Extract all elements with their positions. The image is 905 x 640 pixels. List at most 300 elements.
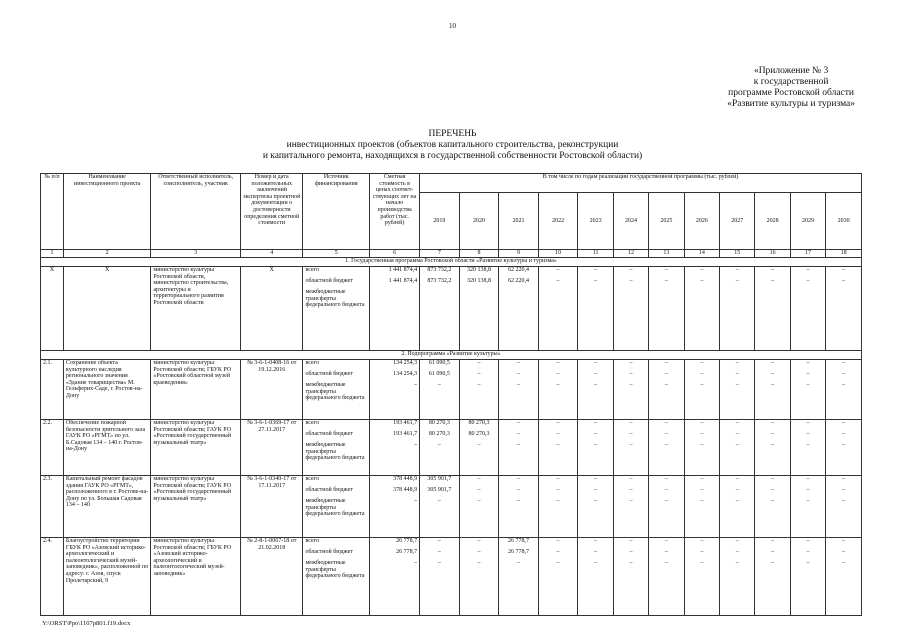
project-name: Капитальный ремонт фасадов здания ГАУК РО «РГМТ», расположенного в г. Ростове-на-Дону по ул. Большая Садовая 134 – 140 — [63, 476, 150, 538]
header-cell: Номер и дата положительных заключений экспертизы проектной документации о достоверности определения сметной стоимости — [240, 174, 302, 250]
year-header: 2021 — [499, 193, 539, 250]
value: – — [771, 487, 775, 493]
funding-source: областной бюджет — [305, 549, 353, 555]
header-cell: В том числе по годам реализации государственной программы (тыс. рублей) — [420, 174, 862, 193]
value: 320 138,8 — [466, 278, 491, 284]
project-row — [41, 538, 862, 616]
project-number: 2.3. — [41, 476, 64, 538]
value: – — [735, 549, 739, 555]
value: – — [594, 476, 598, 482]
section-row — [41, 351, 862, 360]
value-cell — [720, 360, 755, 420]
section-row — [41, 258, 862, 267]
value: 134 254,3 — [393, 360, 418, 366]
funding-source: межбюджетные трансферты федерального бюджета — [305, 289, 365, 309]
value: – — [629, 549, 633, 555]
value: – — [556, 487, 560, 493]
value-cell — [613, 360, 648, 420]
value: – — [700, 549, 704, 555]
value: – — [700, 498, 704, 504]
header-row — [41, 174, 862, 193]
column-number: 6 — [370, 250, 420, 258]
value: – — [806, 360, 810, 366]
value — [757, 289, 787, 300]
value: – — [700, 267, 704, 273]
value: – — [556, 278, 560, 284]
expertise-number: Х — [240, 267, 302, 351]
value-cell — [538, 420, 578, 476]
header-cell: № п/п — [41, 174, 64, 250]
value: – — [437, 382, 441, 388]
value-cell — [459, 420, 499, 476]
value: – — [477, 549, 481, 555]
value: – — [556, 549, 560, 555]
value: – — [806, 487, 810, 493]
footer-path: Y:\ORST\Ppo\1107p801.f19.docx — [42, 620, 131, 627]
funding-source: всего — [305, 420, 319, 426]
funding-source-list — [303, 267, 370, 351]
value-cell — [755, 360, 790, 420]
value: – — [629, 560, 633, 566]
value-cell — [459, 360, 499, 420]
year-header: 2028 — [755, 193, 790, 250]
funding-source-list — [303, 476, 370, 538]
value: – — [594, 278, 598, 284]
value: – — [842, 360, 846, 366]
value: – — [735, 382, 739, 388]
title-line: и капитального ремонта, находящихся в государственной собственности Ростовской области) — [262, 151, 643, 161]
value-cell — [538, 360, 578, 420]
value-cell — [499, 267, 539, 351]
value: – — [629, 420, 633, 426]
funding-source: областной бюджет — [305, 278, 353, 284]
value-cell — [684, 538, 719, 616]
value: – — [556, 560, 560, 566]
value: 1 441 874,4 — [388, 267, 418, 273]
value-cell — [649, 538, 684, 616]
value: – — [664, 442, 668, 448]
value: – — [700, 560, 704, 566]
value: 80 270,3 — [468, 420, 490, 426]
funding-source: областной бюджет — [305, 371, 353, 377]
year-header: 2027 — [720, 193, 755, 250]
funding-source-list — [303, 360, 370, 420]
value: – — [594, 487, 598, 493]
value-cell — [826, 538, 862, 616]
value: – — [664, 476, 668, 482]
value: 378 448,9 — [393, 487, 418, 493]
value: – — [771, 549, 775, 555]
value: – — [517, 360, 521, 366]
appendix-line: «Приложение № 3 — [753, 66, 829, 76]
value-cell — [538, 267, 578, 351]
value: – — [629, 476, 633, 482]
value-cell — [790, 360, 825, 420]
value: – — [437, 498, 441, 504]
value-cell — [420, 420, 460, 476]
value-cell — [459, 476, 499, 538]
value-cell — [499, 420, 539, 476]
section-title: 2. Подпрограмма «Развитие культуры» — [41, 351, 862, 360]
value-cell — [420, 476, 460, 538]
project-name: Благоустройство территории ГБУК РО «Азовский историко-археологический и палеонтологический музей-заповедник», расположенной по адресу: г. Азов, спуск Пролетарский, 9 — [63, 538, 150, 616]
value-cell — [755, 476, 790, 538]
value: – — [806, 498, 810, 504]
value-cell — [538, 538, 578, 616]
value: – — [414, 442, 418, 448]
value: – — [771, 560, 775, 566]
value: – — [437, 442, 441, 448]
value-cell — [684, 476, 719, 538]
value: – — [594, 498, 598, 504]
page-number: 10 — [449, 22, 456, 30]
year-header: 2029 — [790, 193, 825, 250]
funding-source: всего — [305, 267, 319, 273]
value: – — [629, 442, 633, 448]
value: – — [735, 560, 739, 566]
project-number: Х — [41, 267, 64, 351]
expertise-number: № 3-6-1-0408-16 от 19.12.2016 — [240, 360, 302, 420]
value-cell — [499, 360, 539, 420]
funding-source: всего — [305, 360, 319, 366]
project-name: Сохранение объекта культурного наследия регионального значения «Здание товарищества» М. Гельферих-Саде, г. Ростов-на-Дону — [63, 360, 150, 420]
value: – — [700, 476, 704, 482]
value-cell — [578, 360, 613, 420]
expertise-number: № 2-8-1-0067-18 от 21.02.2018 — [240, 538, 302, 616]
value: – — [594, 538, 598, 544]
appendix-line: «Развитие культуры и туризма» — [727, 99, 855, 109]
value — [541, 289, 576, 300]
value-cell — [499, 476, 539, 538]
year-header: 2026 — [684, 193, 719, 250]
value: – — [771, 382, 775, 388]
value: – — [771, 360, 775, 366]
column-number: 1 — [41, 250, 64, 258]
value: – — [735, 267, 739, 273]
column-number: 18 — [826, 250, 862, 258]
value-cell — [578, 420, 613, 476]
value — [722, 289, 752, 300]
value: – — [629, 538, 633, 544]
value: – — [700, 278, 704, 284]
responsible-executor: министерство культуры Ростовской области; ГАУК РО «Ростовский государственный музыкальный театр» — [151, 476, 241, 538]
year-header: 2030 — [826, 193, 862, 250]
value-cell — [720, 267, 755, 351]
value-cell — [790, 267, 825, 351]
value: 193 461,7 — [393, 420, 418, 426]
value: – — [735, 431, 739, 437]
value: – — [806, 538, 810, 544]
value-cell — [720, 476, 755, 538]
value: – — [664, 560, 668, 566]
value: – — [517, 442, 521, 448]
column-number: 10 — [538, 250, 578, 258]
column-number: 13 — [649, 250, 684, 258]
value: – — [556, 476, 560, 482]
column-numbers-row — [41, 250, 862, 258]
column-number: 8 — [459, 250, 499, 258]
value: – — [477, 538, 481, 544]
column-number: 2 — [63, 250, 150, 258]
value: – — [664, 431, 668, 437]
value: – — [735, 371, 739, 377]
value: – — [771, 278, 775, 284]
value — [372, 289, 417, 300]
year-header: 2024 — [613, 193, 648, 250]
funding-source: областной бюджет — [305, 431, 353, 437]
value: – — [842, 560, 846, 566]
value: – — [806, 476, 810, 482]
funding-source-list — [303, 538, 370, 616]
project-name: Х — [63, 267, 150, 351]
value-cell — [459, 538, 499, 616]
value: 26 778,7 — [396, 549, 418, 555]
value-cell — [720, 538, 755, 616]
value: – — [629, 267, 633, 273]
value: 61 090,5 — [428, 371, 450, 377]
value: – — [556, 442, 560, 448]
value: – — [556, 382, 560, 388]
value: – — [594, 442, 598, 448]
value-cell — [499, 538, 539, 616]
value-cell — [755, 538, 790, 616]
value: – — [594, 360, 598, 366]
value: – — [556, 538, 560, 544]
value: 873 732,2 — [427, 267, 452, 273]
project-name: Обеспечение пожарной безопасности зрительного зала ГАУК РО «РГМТ» по ул. Б.Садовая 134 – 140 г. Ростов-на-Дону — [63, 420, 150, 476]
value: – — [517, 560, 521, 566]
value: 62 220,4 — [508, 278, 530, 284]
value: – — [629, 278, 633, 284]
section-title: 1. Государственная программа Ростовской области «Развитие культуры и туризма» — [41, 258, 862, 267]
value-cell — [370, 267, 420, 351]
value: 193 461,7 — [393, 431, 418, 437]
value: 26 778,7 — [508, 538, 530, 544]
value: 80 270,3 — [428, 431, 450, 437]
column-number: 12 — [613, 250, 648, 258]
value-cell — [578, 267, 613, 351]
funding-source-list — [303, 420, 370, 476]
value: 62 220,4 — [508, 267, 530, 273]
value: – — [664, 360, 668, 366]
value: 378 448,9 — [393, 476, 418, 482]
value — [422, 289, 457, 300]
value: – — [477, 498, 481, 504]
project-row — [41, 476, 862, 538]
value: – — [517, 476, 521, 482]
value: – — [517, 487, 521, 493]
value-cell — [420, 360, 460, 420]
value: – — [700, 360, 704, 366]
value: 26 778,7 — [508, 549, 530, 555]
value-cell — [826, 420, 862, 476]
year-header: 2023 — [578, 193, 613, 250]
value: – — [629, 360, 633, 366]
value: – — [437, 560, 441, 566]
value: – — [629, 498, 633, 504]
project-number: 2.2. — [41, 420, 64, 476]
value-cell — [826, 476, 862, 538]
title-line: ПЕРЕЧЕНЬ — [428, 129, 477, 139]
value-cell — [755, 420, 790, 476]
value: – — [594, 267, 598, 273]
value-cell — [649, 420, 684, 476]
value: – — [700, 382, 704, 388]
value: – — [664, 382, 668, 388]
value: 305 901,7 — [427, 487, 452, 493]
value: – — [806, 382, 810, 388]
value: – — [664, 498, 668, 504]
value-cell — [613, 476, 648, 538]
value-cell — [649, 476, 684, 538]
year-header: 2025 — [649, 193, 684, 250]
value: – — [517, 371, 521, 377]
value-cell — [790, 476, 825, 538]
value: – — [414, 560, 418, 566]
column-number: 3 — [151, 250, 241, 258]
value: – — [700, 420, 704, 426]
value: – — [806, 420, 810, 426]
value: 873 732,2 — [427, 278, 452, 284]
funding-source: межбюджетные трансферты федерального бюджета — [305, 442, 365, 462]
value — [687, 289, 717, 300]
value: – — [594, 371, 598, 377]
value-cell — [370, 538, 420, 616]
value: – — [664, 420, 668, 426]
value-cell — [790, 538, 825, 616]
value: – — [806, 278, 810, 284]
value: 1 441 874,4 — [388, 278, 418, 284]
project-row — [41, 360, 862, 420]
funding-source: всего — [305, 538, 319, 544]
value: – — [664, 267, 668, 273]
year-header: 2020 — [459, 193, 499, 250]
value: – — [477, 360, 481, 366]
value — [651, 289, 681, 300]
column-number: 11 — [578, 250, 613, 258]
value: – — [664, 538, 668, 544]
value: – — [735, 278, 739, 284]
funding-source: областной бюджет — [305, 487, 353, 493]
value: – — [842, 538, 846, 544]
value: – — [437, 538, 441, 544]
value: – — [806, 431, 810, 437]
value-cell — [684, 420, 719, 476]
value: – — [594, 382, 598, 388]
project-number: 2.4. — [41, 538, 64, 616]
value: – — [806, 549, 810, 555]
value: – — [437, 549, 441, 555]
value: – — [556, 371, 560, 377]
value: – — [700, 538, 704, 544]
value: – — [842, 487, 846, 493]
value: – — [556, 498, 560, 504]
appendix-note — [727, 66, 855, 110]
responsible-executor: министерство культуры Ростовской области; ГБУК РО «Азовский историко-археологический и палеонтологический музей-заповедник» — [151, 538, 241, 616]
value-cell — [649, 360, 684, 420]
value: – — [842, 420, 846, 426]
value-cell — [370, 476, 420, 538]
column-number: 14 — [684, 250, 719, 258]
value-cell — [755, 267, 790, 351]
value — [580, 289, 610, 300]
responsible-executor: министерство культуры Ростовской области, министерство строительства, архитектуры и территориального развития Ростовской области — [151, 267, 241, 351]
value-cell — [420, 267, 460, 351]
value: 320 138,8 — [466, 267, 491, 273]
value: – — [477, 382, 481, 388]
header-cell: Сметная стоимость в ценах соответ-ствующих лет на начало производства работ (тыс. рублей) — [370, 174, 420, 250]
value: – — [517, 431, 521, 437]
value: – — [842, 498, 846, 504]
value: – — [517, 420, 521, 426]
value: – — [735, 476, 739, 482]
value: – — [477, 560, 481, 566]
project-row — [41, 420, 862, 476]
value-cell — [578, 476, 613, 538]
value: – — [842, 549, 846, 555]
value: – — [700, 431, 704, 437]
value: – — [842, 382, 846, 388]
value: – — [842, 371, 846, 377]
value: – — [414, 382, 418, 388]
value: – — [664, 487, 668, 493]
value: – — [806, 267, 810, 273]
value-cell — [578, 538, 613, 616]
project-row — [41, 267, 862, 351]
value: – — [477, 442, 481, 448]
header-cell: Наименование инвестиционного проекта — [63, 174, 150, 250]
value: – — [629, 487, 633, 493]
funding-source: межбюджетные трансферты федерального бюджета — [305, 382, 365, 402]
value: – — [806, 560, 810, 566]
value: – — [556, 267, 560, 273]
value-cell — [684, 360, 719, 420]
value-cell — [720, 420, 755, 476]
value-cell — [790, 420, 825, 476]
value: – — [842, 278, 846, 284]
value — [793, 289, 823, 300]
value: – — [735, 420, 739, 426]
value — [501, 289, 536, 300]
value: – — [735, 538, 739, 544]
funding-source: межбюджетные трансферты федерального бюджета — [305, 560, 365, 580]
value: – — [477, 476, 481, 482]
value: 305 901,7 — [427, 476, 452, 482]
value: – — [477, 487, 481, 493]
value-cell — [370, 420, 420, 476]
funding-source: межбюджетные трансферты федерального бюджета — [305, 498, 365, 518]
value: – — [556, 420, 560, 426]
column-number: 9 — [499, 250, 539, 258]
value: – — [629, 431, 633, 437]
header-cell: Источник финансирования — [303, 174, 370, 250]
value: – — [594, 560, 598, 566]
title-line: инвестиционных проектов (объектов капитального строительства, реконструкции — [286, 140, 619, 150]
value: 26 778,7 — [396, 538, 418, 544]
column-number: 5 — [303, 250, 370, 258]
projects-table — [40, 173, 862, 616]
value: – — [594, 431, 598, 437]
value: – — [735, 487, 739, 493]
expertise-number: № 3-6-1-0340-17 от 17.11.2017 — [240, 476, 302, 538]
document-title — [0, 129, 905, 162]
value: – — [556, 360, 560, 366]
value: – — [771, 371, 775, 377]
value: – — [771, 476, 775, 482]
value-cell — [613, 420, 648, 476]
value: – — [517, 498, 521, 504]
value: – — [842, 431, 846, 437]
